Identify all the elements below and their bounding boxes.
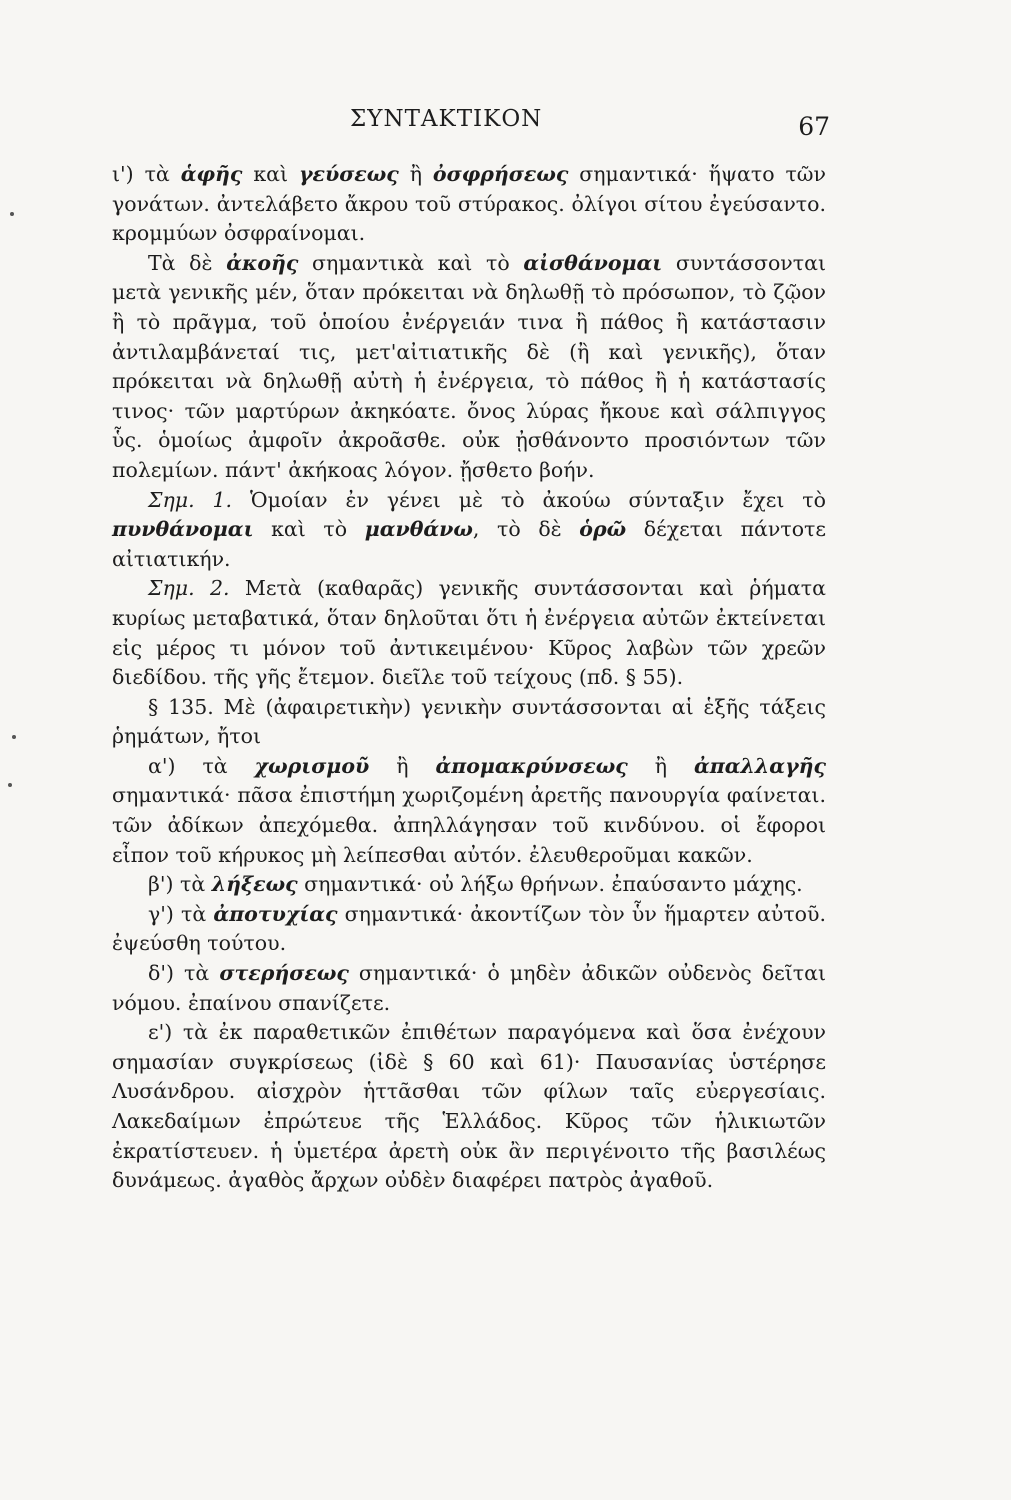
text-run: ι') τὰ [112, 162, 181, 186]
text-run: σημαντικὰ καὶ τὸ [298, 250, 524, 275]
text-run: Ὁμοίαν ἐν γένει μὲ τὸ ἀκούω σύνταξιν ἔχει τὸ [232, 487, 826, 512]
text-run: β') τὰ [148, 872, 212, 897]
paragraph-hearing-verbs [112, 249, 826, 486]
text-run: καὶ [242, 162, 299, 186]
running-title: ΣΥΝΤΑΚΤΙΚΟΝ [350, 106, 543, 132]
text-run: συντάσσονται μετὰ γενικῆς μέν, ὅταν πρόκειται νὰ δηλωθῇ τὸ πρόσωπον, τὸ ζῷον ἢ τὸ πρᾶγμα, τοῦ ὁποίου ἐνέργειάν τινα ἢ πάθος ἢ κατάστασιν ἀντιλαμβάνεταί τις, μετ'αἰτιατικῆς δὲ (ἢ καὶ γενικῆς), ὅταν πρόκειται νὰ δηλωθῇ αὐτὴ ἡ ἐνέργεια, τὸ πάθος ἢ ἡ κατάστασίς τινος· τῶν μαρτύρων ἀκηκόατε. ὄνος λύρας ἤκουε καὶ σάλπιγγος ὗς. ὁμοίως ἀμφοῖν ἀκροᾶσθε. οὐκ ᾐσθάνοντο προσιόντων τῶν πολεμίων. πάντ' ἀκήκοας λόγον. ᾔσθετο βοήν. [112, 250, 826, 482]
key-term: ἁφῆς [180, 162, 243, 186]
scan-speck [8, 783, 12, 787]
text-run: δ') τὰ [148, 961, 220, 986]
note-1 [112, 486, 826, 575]
body-text [112, 160, 826, 1196]
paragraph-beta [112, 870, 826, 900]
page-header [100, 100, 830, 150]
key-term: χωρισμοῦ [254, 753, 370, 778]
text-run: σημαντικά· ὁ μηδὲν ἀδικῶν οὐδενὸς δεῖται νόμου. ἐπαίνου σπανίζετε. [112, 961, 826, 1015]
text-run: δέχεται πάντοτε αἰτιατικήν. [112, 517, 826, 571]
section-135 [112, 693, 826, 752]
key-term: ἀπομακρύνσεως [435, 753, 628, 778]
text-run: σημαντικά· οὐ λήξω θρήνων. ἐπαύσαντο μάχης. [297, 872, 803, 897]
text-run: α') τὰ [148, 753, 255, 778]
scan-speck [12, 735, 16, 739]
key-term: γεύσεως [298, 162, 399, 186]
key-term: στερήσεως [219, 961, 349, 986]
scan-speck [10, 212, 14, 216]
paragraph-delta [112, 959, 826, 1018]
note-label: Σημ. 2. [148, 576, 230, 601]
key-term: ἀπαλλαγῆς [693, 753, 826, 778]
text-run: ἢ [398, 162, 433, 186]
key-term: αἰσθάνομαι [523, 250, 663, 275]
page-number: 67 [798, 112, 830, 141]
paragraph-alpha [112, 752, 826, 870]
paragraph-iota [112, 160, 826, 249]
note-2 [112, 574, 826, 692]
text-run: Μετὰ (καθαρᾶς) γενικῆς συντάσσονται καὶ ῥήματα κυρίως μεταβατικά, ὅταν δηλοῦται ὅτι ἡ ἐνέργεια αὐτῶν ἐκτείνεται εἰς μέρος τι μόνον τοῦ ἀντικειμένου· Κῦρος λαβὼν τῶν χρεῶν διεδίδου. τῆς γῆς ἔτεμον. διεῖλε τοῦ τείχους (πδ. § 55). [112, 576, 826, 690]
text-run: σημαντικά· πᾶσα ἐπιστήμη χωριζομένη ἀρετῆς πανουργία φαίνεται. τῶν ἀδίκων ἀπεχόμεθα. ἀπηλλάγησαν τοῦ κινδύνου. οἱ ἔφοροι εἶπον τοῦ κήρυκος μὴ λείπεσθαι αὐτόν. ἐλευθεροῦμαι κακῶν. [112, 783, 826, 867]
text-run: σημαντικά· ἀκοντίζων τὸν ὗν ἥμαρτεν αὐτοῦ. ἐψεύσθη τούτου. [112, 901, 826, 956]
key-term: μανθάνω [364, 517, 473, 542]
note-label: Σημ. 1. [148, 487, 233, 512]
text-run: ἢ [627, 753, 694, 778]
text-run: § 135. Μὲ (ἀφαιρετικὴν) γενικὴν συντάσσονται αἱ ἑξῆς τάξεις ῥημάτων, ἤτοι [112, 694, 826, 749]
text-run: σημαντικά· ἥψατο τῶν γονάτων. ἀντελάβετο ἄκρου τοῦ στύρακος. ὀλίγοι σίτου ἐγεύσαντο. κρομμύων ὀσφραίνομαι. [112, 162, 826, 246]
key-term: ἀποτυχίας [213, 901, 338, 926]
text-run: καὶ τὸ [253, 517, 365, 542]
key-term: πυνθάνομαι [112, 517, 254, 542]
key-term: λήξεως [211, 872, 298, 897]
text-run: γ') τὰ [148, 901, 214, 926]
text-run: ἢ [369, 753, 436, 778]
key-term: ὀσφρήσεως [432, 162, 569, 186]
paragraph-epsilon [112, 1018, 826, 1196]
key-term: ὁρῶ [579, 517, 627, 542]
text-run: Τὰ δὲ [148, 250, 227, 275]
text-run: ε') τὰ ἐκ παραθετικῶν ἐπιθέτων παραγόμενα καὶ ὅσα ἐνέχουν σημασίαν συγκρίσεως (ἰδὲ § 60 καὶ 61)· Παυσανίας ὑστέρησε Λυσάνδρου. αἰσχρὸν ἡττᾶσθαι τῶν φίλων ταῖς εὐεργεσίαις. Λακεδαίμων ἐπρώτευε τῆς Ἑλλάδος. Κῦρος τῶν ἡλικιωτῶν ἐκρατίστευεν. ἡ ὑμετέρα ἀρετὴ οὐκ ἂν περιγένοιτο τῆς βασιλέως δυνάμεως. ἀγαθὸς ἄρχων οὐδὲν διαφέρει πατρὸς ἀγαθοῦ. [112, 1020, 826, 1193]
paragraph-gamma [112, 900, 826, 959]
text-run: , τὸ δὲ [472, 517, 580, 542]
key-term: ἀκοῆς [226, 250, 299, 275]
